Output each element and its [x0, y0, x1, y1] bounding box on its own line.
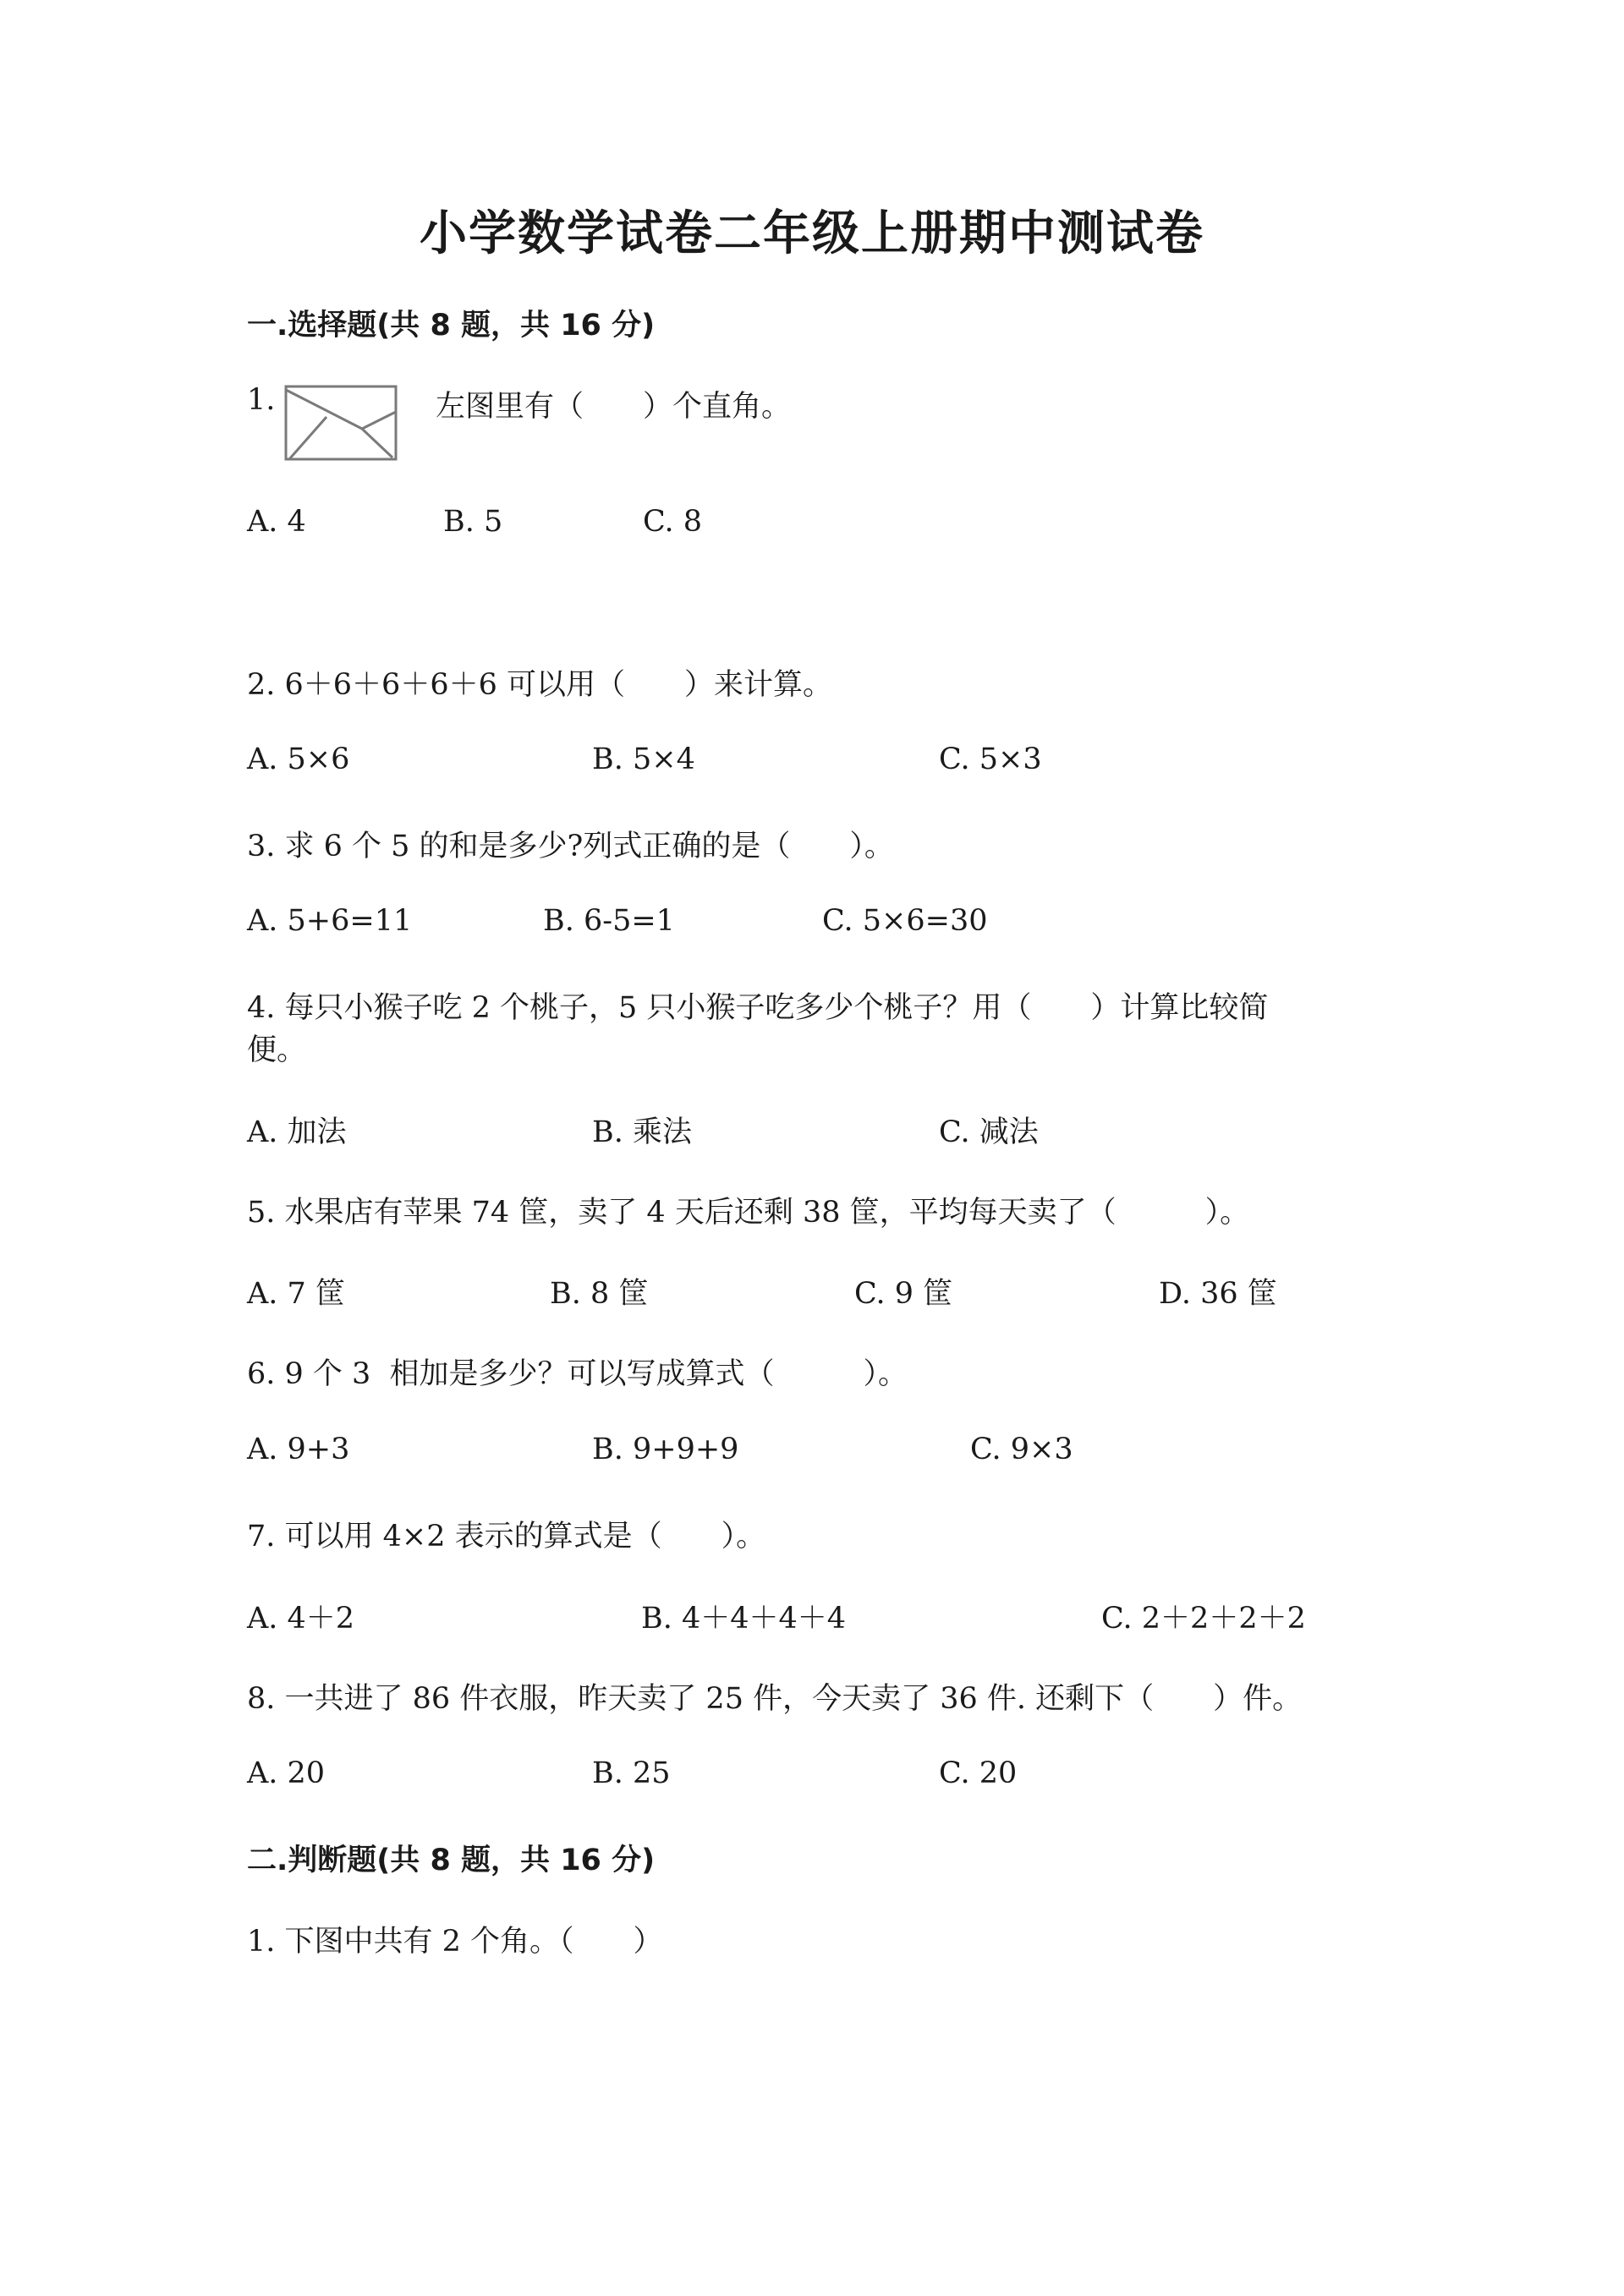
- q7-option-a: A. 4＋2: [247, 1602, 355, 1636]
- question-3-text: 3. 求 6 个 5 的和是多少?列式正确的是（ ）。: [247, 830, 894, 863]
- question-1-text: 左图里有（ ）个直角。: [436, 390, 792, 424]
- q5-option-b: B. 8 筐: [550, 1277, 649, 1311]
- q4-option-a: A. 加法: [247, 1115, 347, 1149]
- q6-option-a: A. 9+3: [247, 1433, 350, 1466]
- question-6-text: 6. 9 个 3 相加是多少？可以写成算式（ ）。: [247, 1357, 908, 1391]
- q7-option-b: B. 4＋4＋4＋4: [641, 1602, 847, 1636]
- q4-option-b: B. 乘法: [592, 1115, 692, 1149]
- judgement-question-1-text: 1. 下图中共有 2 个角。（ ）: [247, 1925, 663, 1959]
- q2-option-c: C. 5×3: [939, 743, 1042, 776]
- q8-option-a: A. 20: [247, 1756, 326, 1790]
- q2-option-a: A. 5×6: [247, 743, 350, 776]
- question-8-text: 8. 一共进了 86 件衣服，昨天卖了 25 件，今天卖了 36 件. 还剩下（ ）件。: [247, 1682, 1303, 1716]
- q5-option-c: C. 9 筐: [854, 1277, 953, 1311]
- q6-option-b: B. 9+9+9: [592, 1433, 739, 1466]
- q5-option-a: A. 7 筐: [247, 1277, 345, 1311]
- q8-option-c: C. 20: [939, 1756, 1018, 1790]
- question-4-text-line1: 4. 每只小猴子吃 2 个桃子，5 只小猴子吃多少个桃子？用（ ）计算比较简: [247, 991, 1269, 1025]
- question-4-text-line2: 便。: [247, 1033, 307, 1067]
- question-7-text: 7. 可以用 4×2 表示的算式是（ ）。: [247, 1520, 766, 1553]
- rectangle-figure: [284, 385, 398, 461]
- q8-option-b: B. 25: [592, 1756, 671, 1790]
- q6-option-c: C. 9×3: [970, 1433, 1073, 1466]
- q5-option-d: D. 36 筐: [1159, 1277, 1277, 1311]
- q1-option-c: C. 8: [643, 505, 703, 539]
- q4-option-c: C. 减法: [939, 1115, 1039, 1149]
- q3-option-c: C. 5×6=30: [822, 904, 988, 938]
- q1-option-b: B. 5: [443, 505, 503, 539]
- page-title: 小学数学试卷二年级上册期中测试卷: [420, 206, 1204, 261]
- q7-option-c: C. 2＋2＋2＋2: [1101, 1602, 1306, 1636]
- q3-option-a: A. 5+6=11: [247, 904, 413, 938]
- section-heading-judgement: 二.判断题(共 8 题，共 16 分): [247, 1844, 656, 1877]
- q2-option-b: B. 5×4: [592, 743, 695, 776]
- question-5-text: 5. 水果店有苹果 74 筐，卖了 4 天后还剩 38 筐，平均每天卖了（ ）。: [247, 1196, 1250, 1230]
- q3-option-b: B. 6-5=1: [543, 904, 675, 938]
- question-2-text: 2. 6＋6＋6＋6＋6 可以用（ ）来计算。: [247, 668, 832, 702]
- question-1-number: 1.: [247, 383, 276, 417]
- q1-option-a: A. 4: [247, 505, 306, 539]
- section-heading-choice: 一.选择题(共 8 题，共 16 分): [247, 309, 656, 342]
